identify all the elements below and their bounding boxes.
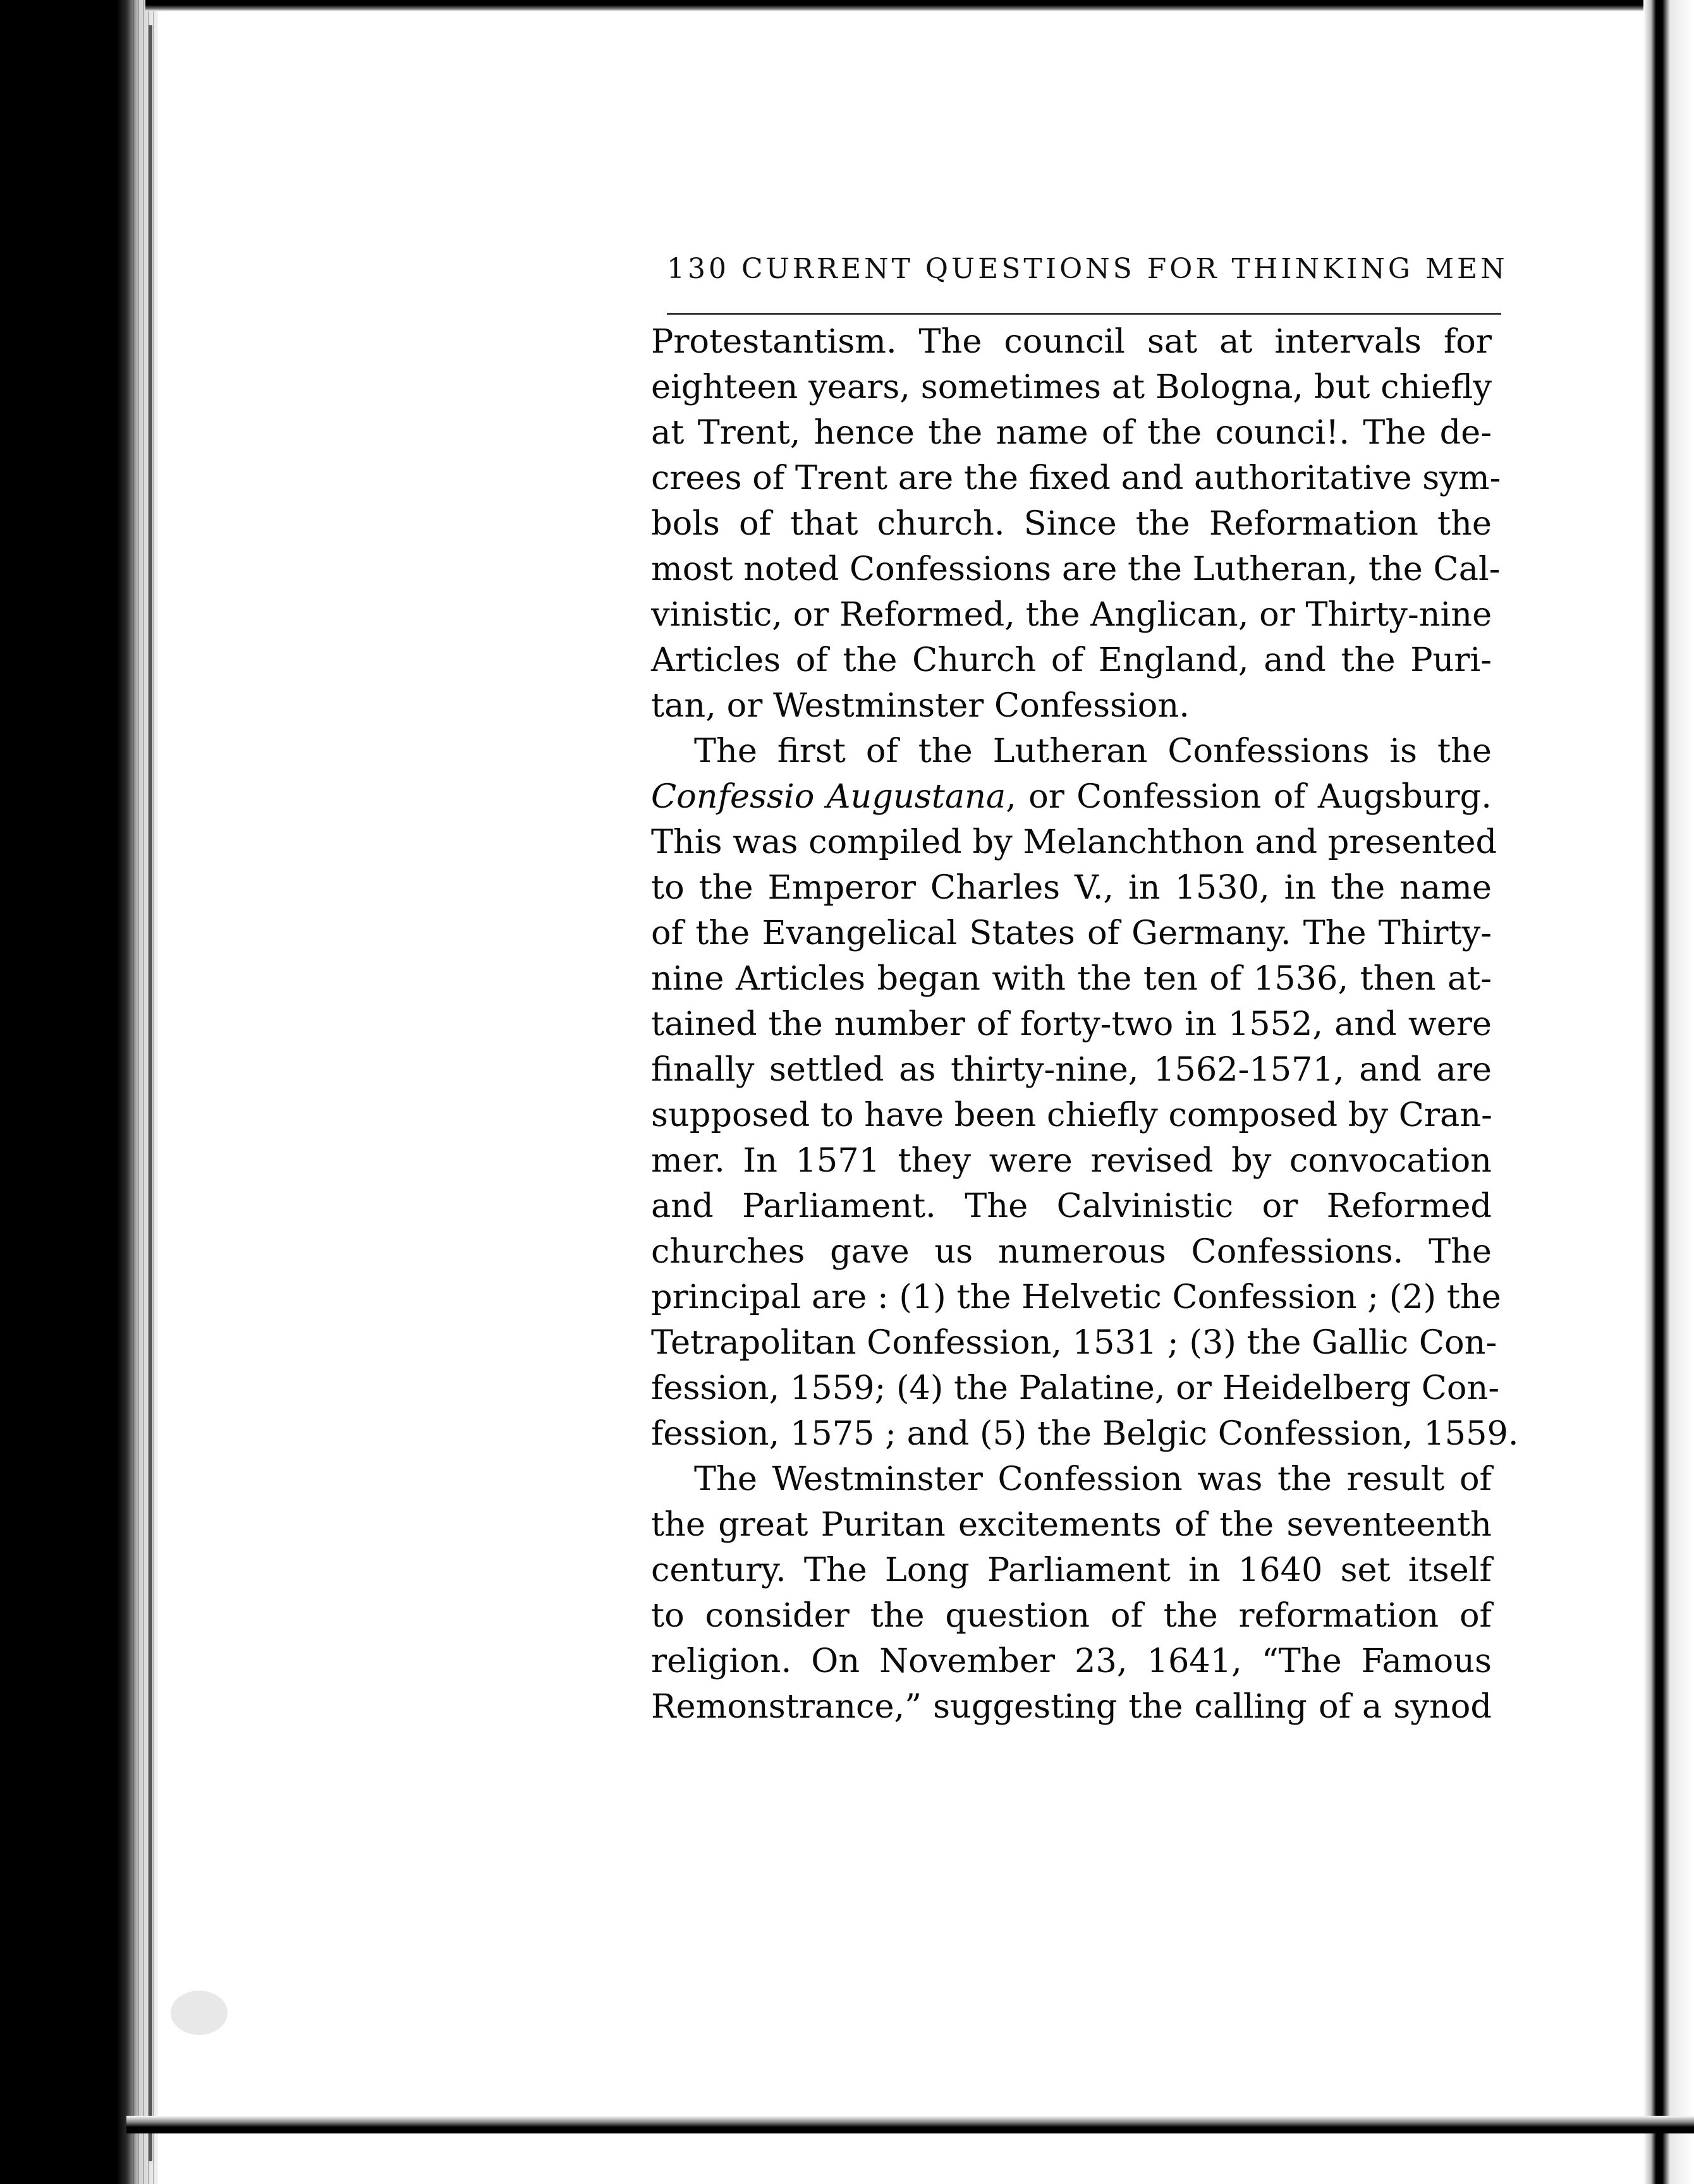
text-line: vinistic, or Reformed, the Anglican, or Thirty-nine bbox=[651, 595, 1492, 634]
text-line: supposed to have been chiefly composed by Cran- bbox=[651, 1096, 1492, 1134]
text-line: century. The Long Parliament in 1640 set itself bbox=[651, 1551, 1492, 1589]
text-line: most noted Confessions are the Lutheran, the Cal- bbox=[651, 550, 1501, 588]
italic-title: Confessio Augustana bbox=[651, 777, 1006, 816]
paper-speck bbox=[171, 1991, 228, 2035]
text-line: finally settled as thirty-nine, 1562-1571, and are bbox=[651, 1050, 1492, 1089]
text-line: churches gave us numerous Confessions. The bbox=[651, 1232, 1492, 1271]
text-line: Protestantism. The council sat at intervals for bbox=[651, 322, 1492, 361]
text-line: tained the number of forty-two in 1552, and were bbox=[651, 1005, 1492, 1043]
body-text bbox=[651, 319, 1519, 1730]
text-line: nine Articles began with the ten of 1536, then at- bbox=[651, 959, 1492, 998]
scan-top-border bbox=[145, 0, 1694, 11]
facing-page-edge bbox=[1643, 0, 1694, 2184]
text-line: at Trent, hence the name of the counci!. The de- bbox=[651, 413, 1492, 452]
text-line: The Westminster Confession was the result of bbox=[694, 1460, 1492, 1498]
text-line: of the Evangelical States of Germany. The Thirty- bbox=[651, 914, 1492, 952]
text-line: bols of that church. Since the Reformation the bbox=[651, 504, 1492, 543]
text-line-rest: , or Confession of Augsburg. bbox=[1006, 777, 1492, 816]
text-line: Remonstrance,” suggesting the calling of a synod bbox=[651, 1687, 1492, 1726]
text-line: to the Emperor Charles V., in 1530, in the name bbox=[651, 868, 1492, 907]
text-line bbox=[651, 774, 1492, 820]
text-line: crees of Trent are the fixed and authoritative sym- bbox=[651, 459, 1501, 497]
text-line: the great Puritan excitements of the seventeenth bbox=[651, 1505, 1492, 1544]
scan-bottom-border bbox=[126, 2116, 1694, 2133]
text-line: Tetrapolitan Confession, 1531 ; (3) the Gallic Con- bbox=[651, 1323, 1497, 1362]
text-line: fession, 1559; (4) the Palatine, or Heidelberg Con- bbox=[651, 1369, 1500, 1407]
header-rule bbox=[667, 313, 1501, 315]
text-line: eighteen years, sometimes at Bologna, but chiefly bbox=[651, 368, 1492, 406]
text-line: principal are : (1) the Helvetic Confession ; (2) the bbox=[651, 1278, 1501, 1316]
running-head: 130 CURRENT QUESTIONS FOR THINKING MEN bbox=[667, 253, 1508, 285]
text-line: mer. In 1571 they were revised by convocation bbox=[651, 1141, 1492, 1180]
text-line: Articles of the Church of England, and the Puri- bbox=[651, 641, 1492, 679]
text-line: religion. On November 23, 1641, “The Famous bbox=[651, 1642, 1492, 1680]
text-line: This was compiled by Melanchthon and presented bbox=[651, 823, 1497, 861]
page-edges bbox=[133, 0, 158, 2184]
text-line: tan, or Westminster Confession. bbox=[651, 686, 1190, 725]
text-line: The first of the Lutheran Confessions is the bbox=[694, 732, 1492, 770]
text-line: and Parliament. The Calvinistic or Reformed bbox=[651, 1187, 1492, 1225]
text-line: to consider the question of the reformation of bbox=[651, 1596, 1492, 1635]
spine-edge bbox=[149, 25, 152, 2161]
text-line: fession, 1575 ; and (5) the Belgic Confession, 1559. bbox=[651, 1414, 1519, 1453]
